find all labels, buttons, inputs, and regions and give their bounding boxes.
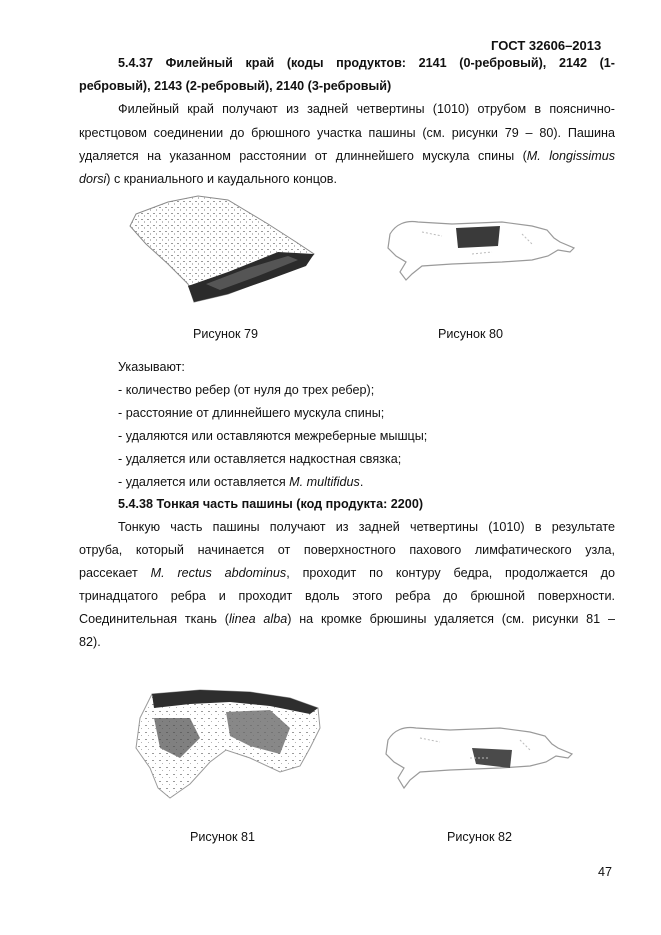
figure-80-caption: Рисунок 80	[438, 327, 504, 341]
section-538-line1: Тонкую часть пашины получают из задней четвертины (1010) в результате	[118, 520, 615, 534]
indicate-item-1: - количество ребер (от нуля до трех ребер);	[118, 383, 375, 397]
figure-82-carcass-diagram	[380, 718, 575, 790]
page-number: 47	[598, 865, 613, 879]
figure-79-loin-cut-image	[128, 194, 323, 309]
section-537-heading-line2: ребровый), 2143 (2-ребровый), 2140 (3-ребровый)	[79, 79, 392, 93]
section-538-line3: рассекает M. rectus abdominus, проходит по контуру бедра, продолжается до	[79, 566, 615, 580]
section-537-para-line4: dorsi) с краниального и каудального концов.	[79, 172, 337, 186]
section-538-heading: 5.4.38 Тонкая часть пашины (код продукта: 2200)	[118, 497, 424, 511]
indicate-title: Указывают:	[118, 360, 185, 374]
section-538-line5: Соединительная ткань (linea alba) на кромке брюшины удаляется (см. рисунки 81 –	[79, 612, 615, 626]
section-537-para-line2: крестцовом соединении до брюшного участка пашины (см. рисунки 79 – 80). Пашина	[79, 126, 615, 140]
section-537-para-line1: Филейный край получают из задней четвертины (1010) отрубом в пояснично-	[118, 102, 615, 116]
indicate-item-5: - удаляется или оставляется M. multifidus.	[118, 475, 364, 489]
section-538-line2: отруба, который начинается от поверхностного пахового лимфатического узла,	[79, 543, 615, 557]
figure-80-carcass-diagram	[382, 212, 577, 282]
section-537-para-line3: удаляется на указанном расстоянии от длиннейшего мускула спины (M. longissimus	[79, 149, 615, 163]
section-538-line4: тринадцатого ребра и проходит вдоль этого ребра до брюшной поверхности.	[79, 589, 615, 603]
figure-81-flank-cut-image	[130, 688, 325, 808]
figure-81-caption: Рисунок 81	[190, 830, 256, 844]
indicate-item-4: - удаляется или оставляется надкостная связка;	[118, 452, 402, 466]
section-538-line6: 82).	[79, 635, 101, 649]
document-standard-header: ГОСТ 32606–2013	[491, 38, 602, 53]
indicate-item-2: - расстояние от длиннейшего мускула спины;	[118, 406, 385, 420]
figure-82-caption: Рисунок 82	[447, 830, 513, 844]
section-537-heading-line1: 5.4.37 Филейный край (коды продуктов: 2141 (0-ребровый), 2142 (1-	[118, 56, 615, 70]
figure-79-caption: Рисунок 79	[193, 327, 259, 341]
indicate-item-3: - удаляются или оставляются межреберные мышцы;	[118, 429, 428, 443]
